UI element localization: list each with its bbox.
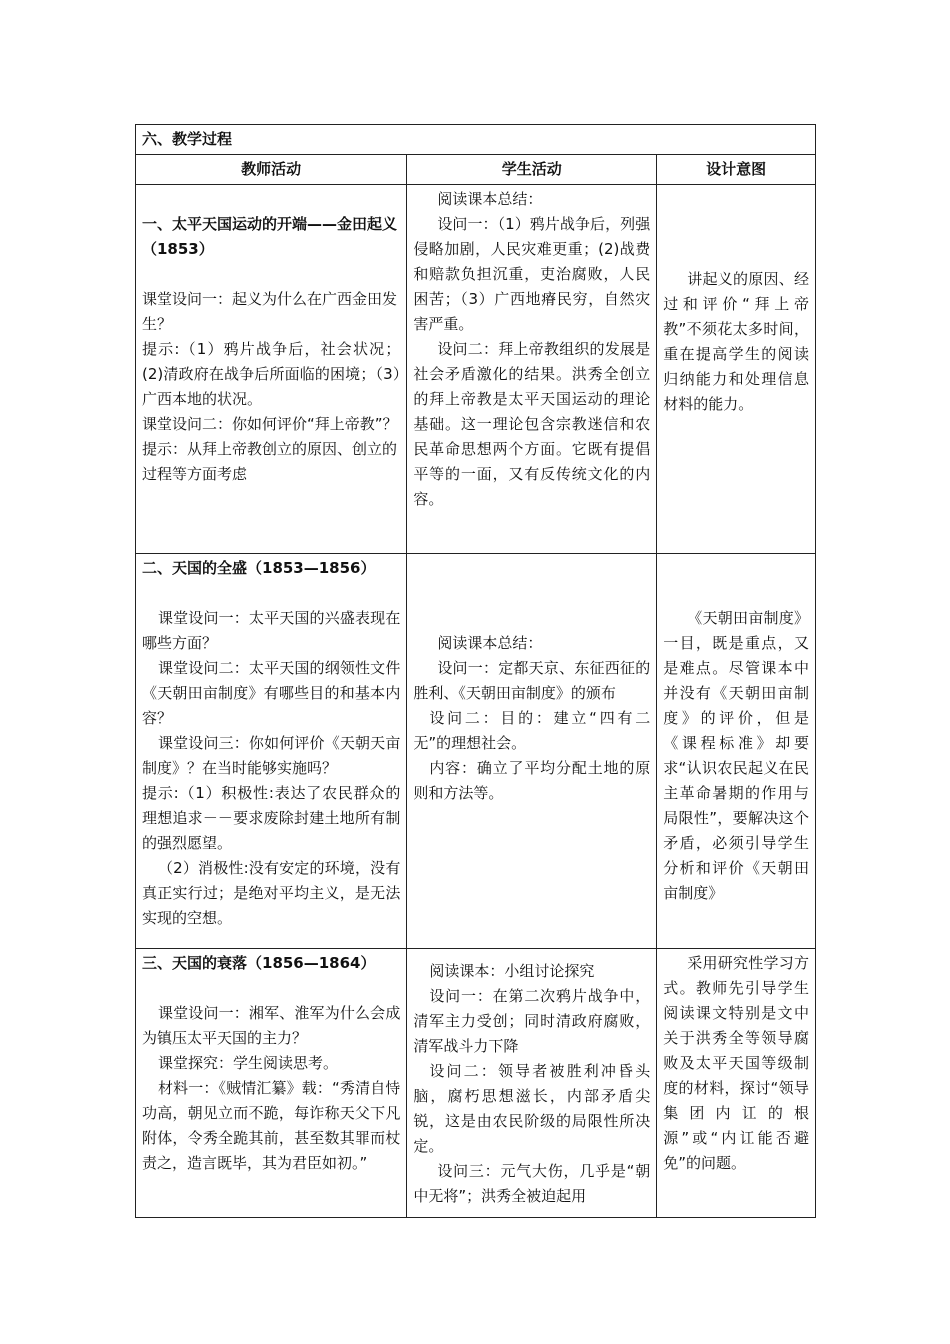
design-intent-text: 讲起义的原因、经过和评价“拜上帝教”不须花太多时间，重在提高学生的阅读归纳能力和处理信息材料的能力。 [663, 270, 809, 413]
student-line: 设问一：在第二次鸦片战争中，清军主力受创；同时清政府腐败，清军战斗力下降 [413, 987, 651, 1055]
section-heading: 二、天国的全盛（1853—1856） [142, 559, 376, 577]
teacher-line: 提示:（1）积极性:表达了农民群众的理想追求－－要求废除封建土地所有制的强烈愿望。 [142, 784, 401, 852]
table-row [136, 949, 816, 1218]
teacher-line: 课堂设问一：太平天国的兴盛表现在哪些方面？ [142, 609, 401, 652]
teacher-line: 课堂设问二：你如何评价“拜上帝教”？ [142, 415, 398, 433]
student-line: 设问二：领导者被胜利冲昏头脑，腐朽思想滋长，内部矛盾尖锐，这是由农民阶级的局限性所决定。 [413, 1062, 651, 1155]
section-title-row [136, 125, 816, 155]
teacher-line: 提示：从拜上帝教创立的原因、创立的过程等方面考虑 [142, 440, 398, 483]
teacher-activity-cell [136, 949, 407, 1218]
design-intent-text: 《天朝田亩制度》一目，既是重点，又是难点。尽管课本中并没有《天朝田亩制度》的评价，但是《课程标准》却要求“认识农民起义在民主革命暑期的作用与局限性”，要解决这个矛盾，必须引导学生分析和评价《天朝田亩制度》 [663, 609, 809, 902]
student-line: 阅读课本总结： [437, 190, 543, 208]
student-line: 设问三：元气大伤，几乎是“朝中无将”；洪秀全被迫起用 [413, 1162, 651, 1205]
section-heading: 一、太平天国运动的开端——金田起义（1853） [142, 215, 398, 258]
student-line: 设问二：目的：建立“四有二无”的理想社会。 [413, 709, 651, 752]
section-title: 六、教学过程 [136, 125, 816, 155]
student-line: 设问二：拜上帝教组织的发展是社会矛盾激化的结果。洪秀全创立的拜上帝教是太平天国运动的理论基础。这一理论包含宗教迷信和农民革命思想两个方面。它既有提倡平等的一面，又有反传统文化的内容。 [413, 340, 651, 508]
student-activity-cell [407, 185, 657, 554]
student-line: 阅读课本总结： [437, 634, 543, 652]
table-row [136, 554, 816, 949]
design-intent-text: 采用研究性学习方式。教师先引导学生阅读课文特别是文中关于洪秀全等领导腐败及太平天国等级制度的材料，探讨“领导集团内讧的根源”或“内讧能否避免”的问题。 [663, 954, 809, 1172]
column-header-teacher: 教师活动 [136, 155, 407, 185]
teacher-line: 材料一：《贼情汇纂》载：“秀清自恃功高，朝见立而不跪，每诈称天父下凡附体，令秀全跪其前，甚至数其罪而杖责之，造言既毕，其为君臣如初。” [142, 1079, 401, 1172]
design-intent-cell [657, 185, 816, 554]
student-activity-cell [407, 949, 657, 1218]
student-line: 阅读课本：小组讨论探究 [429, 962, 595, 980]
column-header-row [136, 155, 816, 185]
student-line: 设问一：定都天京、东征西征的胜利、《天朝田亩制度》的颁布 [413, 659, 651, 702]
student-activity-cell [407, 554, 657, 949]
teacher-line: （2）消极性:没有安定的环境，没有真正实行过；是绝对平均主义，是无法实现的空想。 [142, 859, 401, 927]
table-row [136, 185, 816, 554]
teacher-line: 提示:（1）鸦片战争后，社会状况；(2)清政府在战争后所面临的困境；（3）广西本地的状况。 [142, 340, 401, 408]
teacher-line: 课堂探究：学生阅读思考。 [158, 1054, 339, 1072]
design-intent-cell [657, 949, 816, 1218]
section-heading: 三、天国的衰落（1856—1864） [142, 954, 376, 972]
teacher-activity-cell [136, 185, 407, 554]
teacher-line: 课堂设问一：起义为什么在广西金田发生？ [142, 290, 398, 333]
column-header-student: 学生活动 [407, 155, 657, 185]
teacher-line: 课堂设问二：太平天国的纲领性文件《天朝田亩制度》有哪些目的和基本内容？ [142, 659, 401, 727]
column-header-intent: 设计意图 [657, 155, 816, 185]
teaching-process-table [135, 124, 816, 1218]
design-intent-cell [657, 554, 816, 949]
teacher-line: 课堂设问三：你如何评价《天朝天亩制度》？在当时能够实施吗？ [142, 734, 401, 777]
teacher-line: 课堂设问一：湘军、淮军为什么会成为镇压太平天国的主力？ [142, 1004, 401, 1047]
student-line: 内容：确立了平均分配土地的原则和方法等。 [413, 759, 651, 802]
teacher-activity-cell [136, 554, 407, 949]
student-line: 设问一：（1）鸦片战争后，列强侵略加剧，人民灾难更重；(2)战费和赔款负担沉重，吏治腐败，人民困苦；（3）广西地瘠民穷，自然灾害严重。 [413, 215, 651, 333]
